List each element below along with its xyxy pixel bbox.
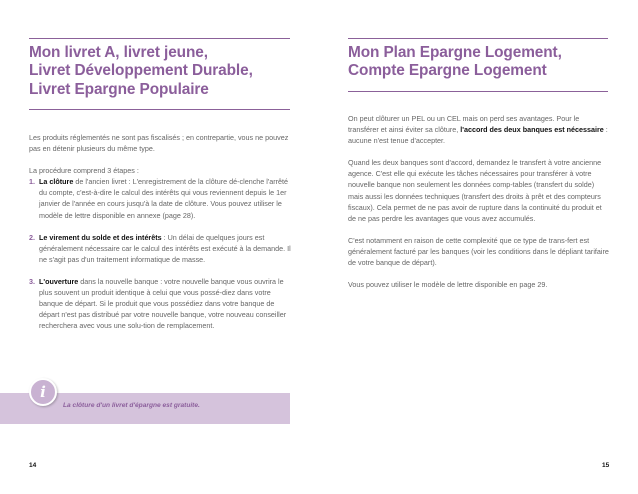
title-line: Livret Développement Durable, [29, 62, 253, 80]
step-text: dans la nouvelle banque : votre nouvelle banque vous ouvrira le plus souvent un produit identique à celui que vous possé-diez dans votre banque de départ. Si le produit que vous possédiez dans votre banque de départ n'est pas distribué par votre nouvelle banque, votre nouveau conseiller recherchera avec vous une solu-tion de remplacement. [39, 276, 287, 331]
page-number: 14 [29, 462, 37, 469]
title-line: Mon Plan Epargne Logement, [348, 44, 562, 61]
title-top-rule [348, 38, 608, 39]
left-page-title [29, 44, 299, 99]
step-number: 3. [29, 276, 35, 286]
title-line: Compte Epargne Logement [348, 62, 547, 80]
right-body [348, 113, 610, 290]
paragraph-1 [348, 113, 610, 146]
emphasis: l'accord des deux banques est nécessaire [460, 125, 604, 135]
title-bottom-rule [348, 91, 608, 92]
title-top-rule [29, 38, 290, 39]
paragraph-2: Quand les deux banques sont d'accord, demandez le transfert à votre ancienne agence. C'est elle qui exécute les tâches nécessaires pour transférer à votre nouvelle banque non seulement les données comp-tables (transfert du solde) mais aussi les données techniques (transfert des droits à prêt et des compteurs fiscaux). Cela permet de ne pas avoir de rupture dans la continuité du produit et de ne pas perdre les avantages que vous avez accumulés. [348, 158, 602, 223]
step-number: 2. [29, 232, 35, 242]
info-text: La clôture d'un livret d'épargne est gratuite. [63, 402, 200, 409]
step-item [29, 176, 291, 220]
step-number: 1. [29, 177, 35, 187]
step-heading: Le virement du solde et des intérêts [39, 232, 162, 242]
step-item [29, 232, 291, 265]
step-heading: La clôture [39, 177, 74, 187]
title-bottom-rule [29, 109, 290, 110]
left-body [29, 132, 291, 331]
page-number: 15 [602, 462, 610, 469]
paragraph-3: C'est notamment en raison de cette complexité que ce type de trans-fert est généralement facturé par les banques (voir les conditions dans le dépliant tarifaire de votre banque de départ). [348, 235, 609, 268]
title-line: Livret Epargne Populaire [29, 80, 209, 98]
paragraph-4: Vous pouvez utiliser le modèle de lettre disponible en page 29. [348, 280, 548, 290]
procedure-label: La procédure comprend 3 étapes : [29, 166, 139, 176]
steps-list [29, 176, 291, 331]
step-text: : Un délai de quelques jours est généralement nécessaire car le calcul des intérêts est exécuté à la demande. Il ne s'agit pas d'un traitement informatique de masse. [39, 232, 291, 264]
right-page-title [348, 44, 618, 81]
right-page [319, 0, 638, 494]
step-item [29, 276, 291, 331]
title-line: Mon livret A, livret jeune, [29, 44, 208, 61]
text-run: On peut clôturer un PEL ou un CEL mais on perd ses avantages. Pour le transférer et ainsi éviter sa clôture, [348, 114, 580, 135]
intro-paragraph: Les produits réglementés ne sont pas fiscalisés ; en contrepartie, vous ne pouvez pas en détenir plusieurs du même type. [29, 133, 289, 154]
info-icon: i [29, 378, 57, 406]
step-text: de l'ancien livret : L'enregistrement de la clôture dé-clenche l'arrêté du compte, c'est-à-dire le calcul des intérêts qui vous reviennent depuis le 1er janvier de l'année en cours jusqu'à la date de clôture. Vous pouvez utiliser le modèle de lettre disponible en annexe (page 28). [39, 177, 289, 220]
step-heading: L'ouverture [39, 276, 79, 286]
text-run: : aucune n'est tenue d'accepter. [348, 125, 608, 146]
